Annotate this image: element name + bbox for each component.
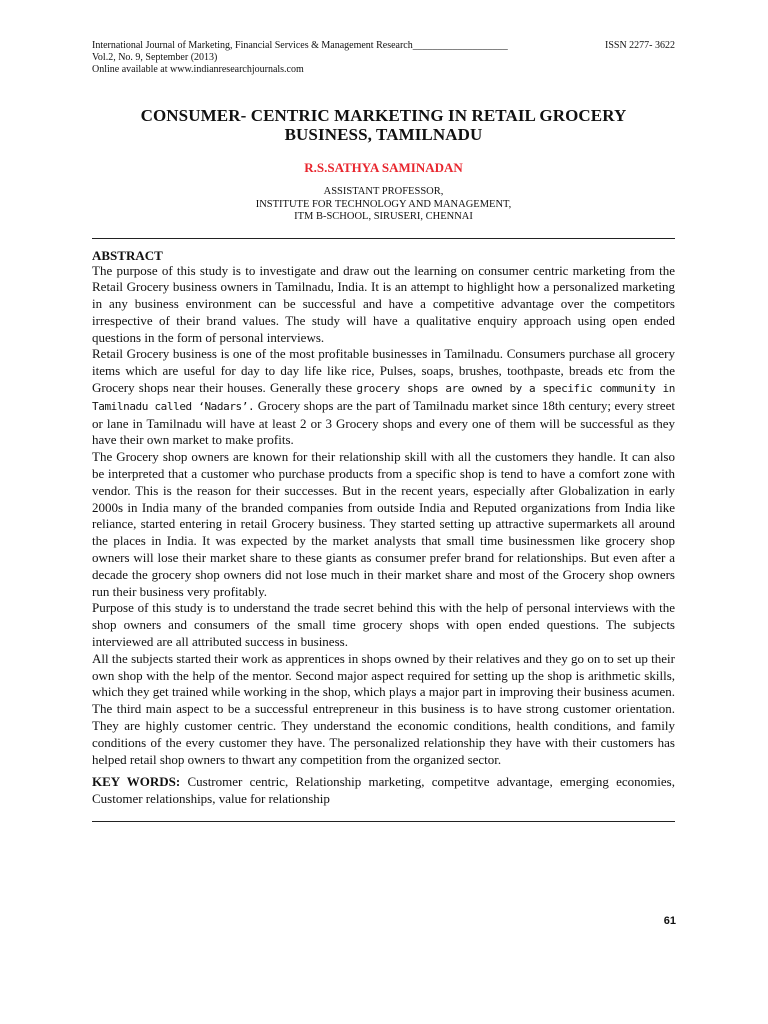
bottom-divider	[92, 821, 675, 822]
keywords-text: Custromer centric, Relationship marketing, competitve advantage, emerging economies, Customer relationships, value for relationship	[92, 774, 675, 807]
abstract-paragraph-3: The Grocery shop owners are known for their relationship skill with all the customers they handle. It can also be interpreted that a customer who purchase products from a specific shop is tend to have a comfort zone with vendor. This is the reason for their successes. But in the recent years, especially after Globalization in early 2000s in India many of the branded companies from outside India and Reputed organizations from India like reliance, started entering in retail Grocery business. They started setting up attractive supermarkets all around the places in India. It was expected by the market analysts that small time businessmen like grocery shop owners will lose their market share to these giants as consumer prefer brand for relationships. But even after a decade the grocery shop owners did not lose much in their market share and most of the Grocery shop owners run their business very profitably.	[92, 449, 675, 599]
abstract-heading: ABSTRACT	[92, 247, 163, 263]
title-line-1: CONSUMER- CENTRIC MARKETING IN RETAIL GROCERY	[140, 106, 627, 125]
author-name: R.S.SATHYA SAMINADAN	[304, 160, 463, 175]
abstract-paragraph-1: The purpose of this study is to investigate and draw out the learning on consumer centric marketing from the Retail Grocery business owners in Tamilnadu, India. It is an attempt to highlight how a personalized marketing in any business environment can be successful and have a competitive advantage over the competitors irrespective of their brand values. The study will have a qualitative enquiry approach using open ended questions in the form of personal interviews.	[92, 262, 675, 345]
paragraph-2-mono-sentence: grocery shops are owned by a specific community in Tamilnadu called ‘Nadars’.	[92, 382, 675, 413]
journal-name: International Journal of Marketing, Financial Services & Management Research___________________	[92, 40, 508, 51]
abstract-paragraph-5: All the subjects started their work as apprentices in shops owned by their relatives and they go on to set up their own shop with the help of the mentor. Second major aspect required for setting up the shop is arithmetic skills, which they get trained while working in the shop, which plays a major part in improving their business acumen. The third main aspect to be a successful entrepreneur in this business is to have strong customer orientation. They are highly customer centric. They understand the economic conditions, health conditions, and family conditions of the every customer they have. The personalized relationship they have with their customers has helped retail shop owners to thwart any competition from the organized sector.	[92, 650, 675, 767]
keywords	[92, 774, 675, 808]
keywords-label: KEY WORDS:	[92, 774, 181, 790]
paragraph-2-end: Grocery shops are the part of Tamilnadu market since 18th century; every street or lane in Tamilnadu will have at least 2 or 3 Grocery shops and every one of them will be successful as they have their own market to make profits.	[92, 397, 675, 448]
top-divider	[92, 238, 675, 239]
online-availability: Online available at www.indianresearchjournals.com	[92, 64, 304, 75]
affiliation-line: ITM B-SCHOOL, SIRUSERI, CHENNAI	[294, 211, 473, 222]
volume-info: Vol.2, No. 9, September (2013)	[92, 52, 218, 63]
affiliation-line: INSTITUTE FOR TECHNOLOGY AND MANAGEMENT,	[255, 198, 512, 210]
abstract-paragraph-2	[92, 346, 675, 449]
journal-header	[92, 40, 675, 76]
abstract-paragraph-4: Purpose of this study is to understand the trade secret behind this with the help of personal interviews with the shop owners and consumers of the small time grocery shops with open ended questions. The subjects interviewed are all attributed success in business.	[92, 600, 675, 650]
issn-label: ISSN 2277- 3622	[604, 40, 675, 51]
paragraph-2-start: Retail Grocery business is one of the most profitable businesses in Tamilnadu. Consumers purchase all grocery items which are useful for day to day life like rice, Pulses, soaps, brushes, toothpaste, breads etc from the Grocery shops near their houses. Generally these	[92, 346, 675, 396]
affiliation-line: ASSISTANT PROFESSOR,	[323, 186, 444, 197]
page-number: 61	[663, 915, 676, 927]
title-line-2: BUSINESS, TAMILNADU	[284, 125, 483, 144]
author-affiliation	[92, 186, 675, 224]
paper-page	[92, 40, 675, 822]
paper-title	[92, 106, 675, 144]
header-line-1	[92, 40, 675, 52]
